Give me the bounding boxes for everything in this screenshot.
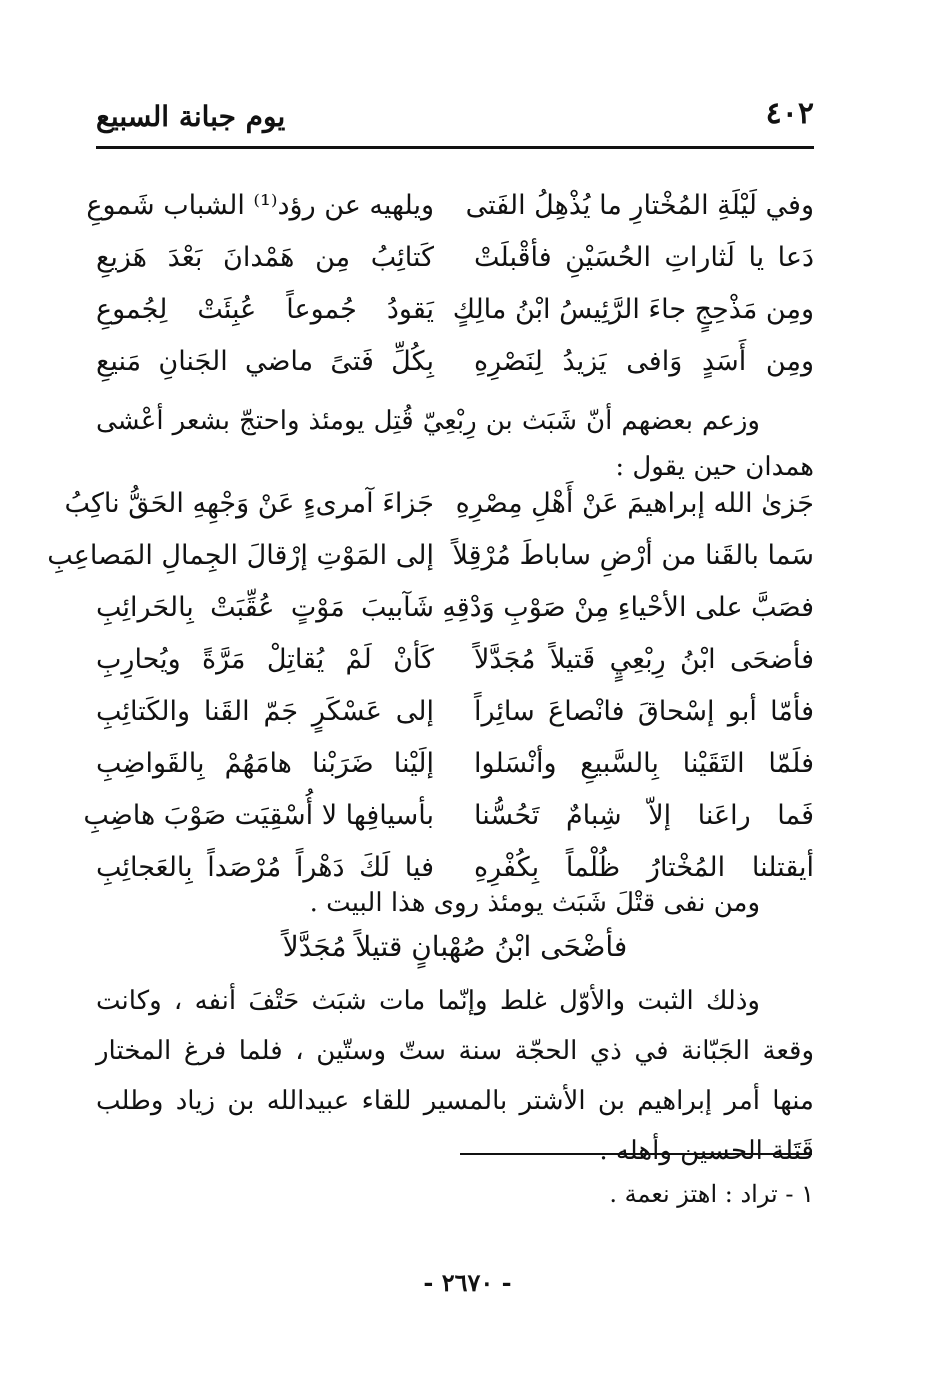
second-hemistich: بأسيافِها لا أُسْقِيَت صَوْبَ هاضِبِ — [83, 800, 434, 831]
second-hemistich: شَآبيبَ مَوْتٍ عُقِّبَتْ بِالحَرائِبِ — [96, 592, 434, 623]
verse-line — [86, 190, 814, 242]
first-hemistich: وفي لَيْلَةِ المُخْتارِ ما يُذْهِلُ الفَتى — [465, 190, 814, 221]
first-hemistich: فَما راعَنا إلاّ شِبامٌ تَحُسُّنا — [474, 800, 814, 831]
prose-paragraph-3 — [96, 976, 814, 1176]
prose-paragraph-2 — [96, 880, 814, 926]
second-hemistich: ويلهيه عن رؤد⁽¹⁾ الشباب شَموعِ — [86, 190, 434, 221]
second-hemistich: بِكُلِّ فَتىً ماضي الجَنانِ مَنيعِ — [96, 346, 434, 377]
second-hemistich: جَزاءَ آمرىءٍ عَنْ وَجْهِهِ الحَقُّ ناكِبُ — [64, 488, 434, 519]
second-hemistich: فيا لَكَ دَهْراً مُرْصَداً بِالعَجائِبِ — [96, 852, 434, 883]
verse-line — [47, 540, 814, 592]
poem-block-2 — [47, 488, 814, 904]
folio-number: - ٢٦٧٠ - — [423, 1268, 512, 1297]
verse-line — [96, 644, 814, 696]
second-hemistich: يَقودُ جُموعاً عُبِئَتْ لِجُموعِ — [96, 294, 434, 325]
first-hemistich: فصَبَّ على الأحْياءِ مِنْ صَوْبِ وَدْقِهِ — [442, 592, 814, 623]
verse-line — [96, 696, 814, 748]
paragraph-text: وذلك الثبت والأوّل غلط وإنّما مات شبَث حَتْفَ أنفه ، وكانت وقعة الجَبّانة في ذي الحجّة سنة ستّ وستّين ، فلما فرغ المختار منها أمر إبراهيم بن الأشتر بالمسير للقاء عبيدالله بن زياد وطلب قَتَلة الحسين وأهله . — [96, 986, 814, 1166]
running-title: يوم جبانة السبيع — [96, 100, 286, 133]
page-header — [96, 96, 814, 149]
second-hemistich: إلَيْنا ضَرَبْنا هامَهُمْ بِالقَواضِبِ — [96, 748, 434, 779]
first-hemistich: فلَمّا التَقَيْنا بِالسَّبيعِ وأنْسَلوا — [474, 748, 814, 779]
first-hemistich: جَزىٰ الله إبراهيمَ عَنْ أَهْلِ مِصْرِهِ — [455, 488, 814, 519]
verse-line — [96, 592, 814, 644]
single-verse: فأضْحَى ابْنُ صُهْبانٍ قتيلاً مُجَدَّلاً — [282, 930, 628, 963]
first-hemistich: ومِن أَسَدٍ وَافى يَزيدُ لِنَصْرِهِ — [474, 346, 814, 377]
verse-line — [96, 346, 814, 398]
second-hemistich: إلى المَوْتِ إرْقالَ الجِمالِ المَصاعِبِ — [47, 540, 434, 571]
poem-block-1 — [86, 190, 814, 398]
verse-line — [96, 242, 814, 294]
verse-line — [96, 748, 814, 800]
paragraph-text: ومن نفى قتْلَ شَبَث يومئذ روى هذا البيت . — [309, 888, 760, 918]
footnote-divider — [460, 1153, 812, 1155]
second-hemistich: إلى عَسْكَرٍ جَمّ القَنا والكَتائِبِ — [96, 696, 434, 727]
second-hemistich: كَتائِبُ مِن هَمْدانَ بَعْدَ هَزيعِ — [96, 242, 434, 273]
verse-line — [83, 800, 814, 852]
verse-line — [64, 488, 814, 540]
first-hemistich: ومِن مَذْحِجٍ جاءَ الرَّئِيسُ ابْنُ مالِكٍ — [452, 294, 814, 325]
paragraph-text: وزعم بعضهم أنّ شَبَث بن رِبْعِيّ قُتِل يومئذ واحتجّ بشعر أعْشى همدان حين يقول : — [96, 406, 814, 482]
first-hemistich: أيقتلنا المُخْتارُ ظُلْماً بِكُفْرِهِ — [474, 852, 814, 883]
prose-paragraph-1 — [96, 398, 814, 490]
first-hemistich: فأضحَى ابْنُ رِبْعِيٍ قَتيلاً مُجَدَّلاً — [474, 644, 814, 675]
page-number: ٤٠٢ — [765, 96, 814, 131]
second-hemistich: كَأنْ لَمْ يُقاتِلْ مَرَّةً ويُحارِبِ — [96, 644, 434, 675]
verse-line — [96, 294, 814, 346]
first-hemistich: دَعا يا لَثاراتِ الحُسَيْنِ فأقْبلَتْ — [474, 242, 814, 273]
first-hemistich: سَما بالقَنا من أرْضِ ساباطَ مُرْقِلاً — [452, 540, 814, 571]
first-hemistich: فأمّا أبو إسْحاقَ فانْصاعَ سائِراً — [474, 696, 814, 727]
footnote: ١ - تراد : اهتز نعمة . — [609, 1180, 814, 1208]
